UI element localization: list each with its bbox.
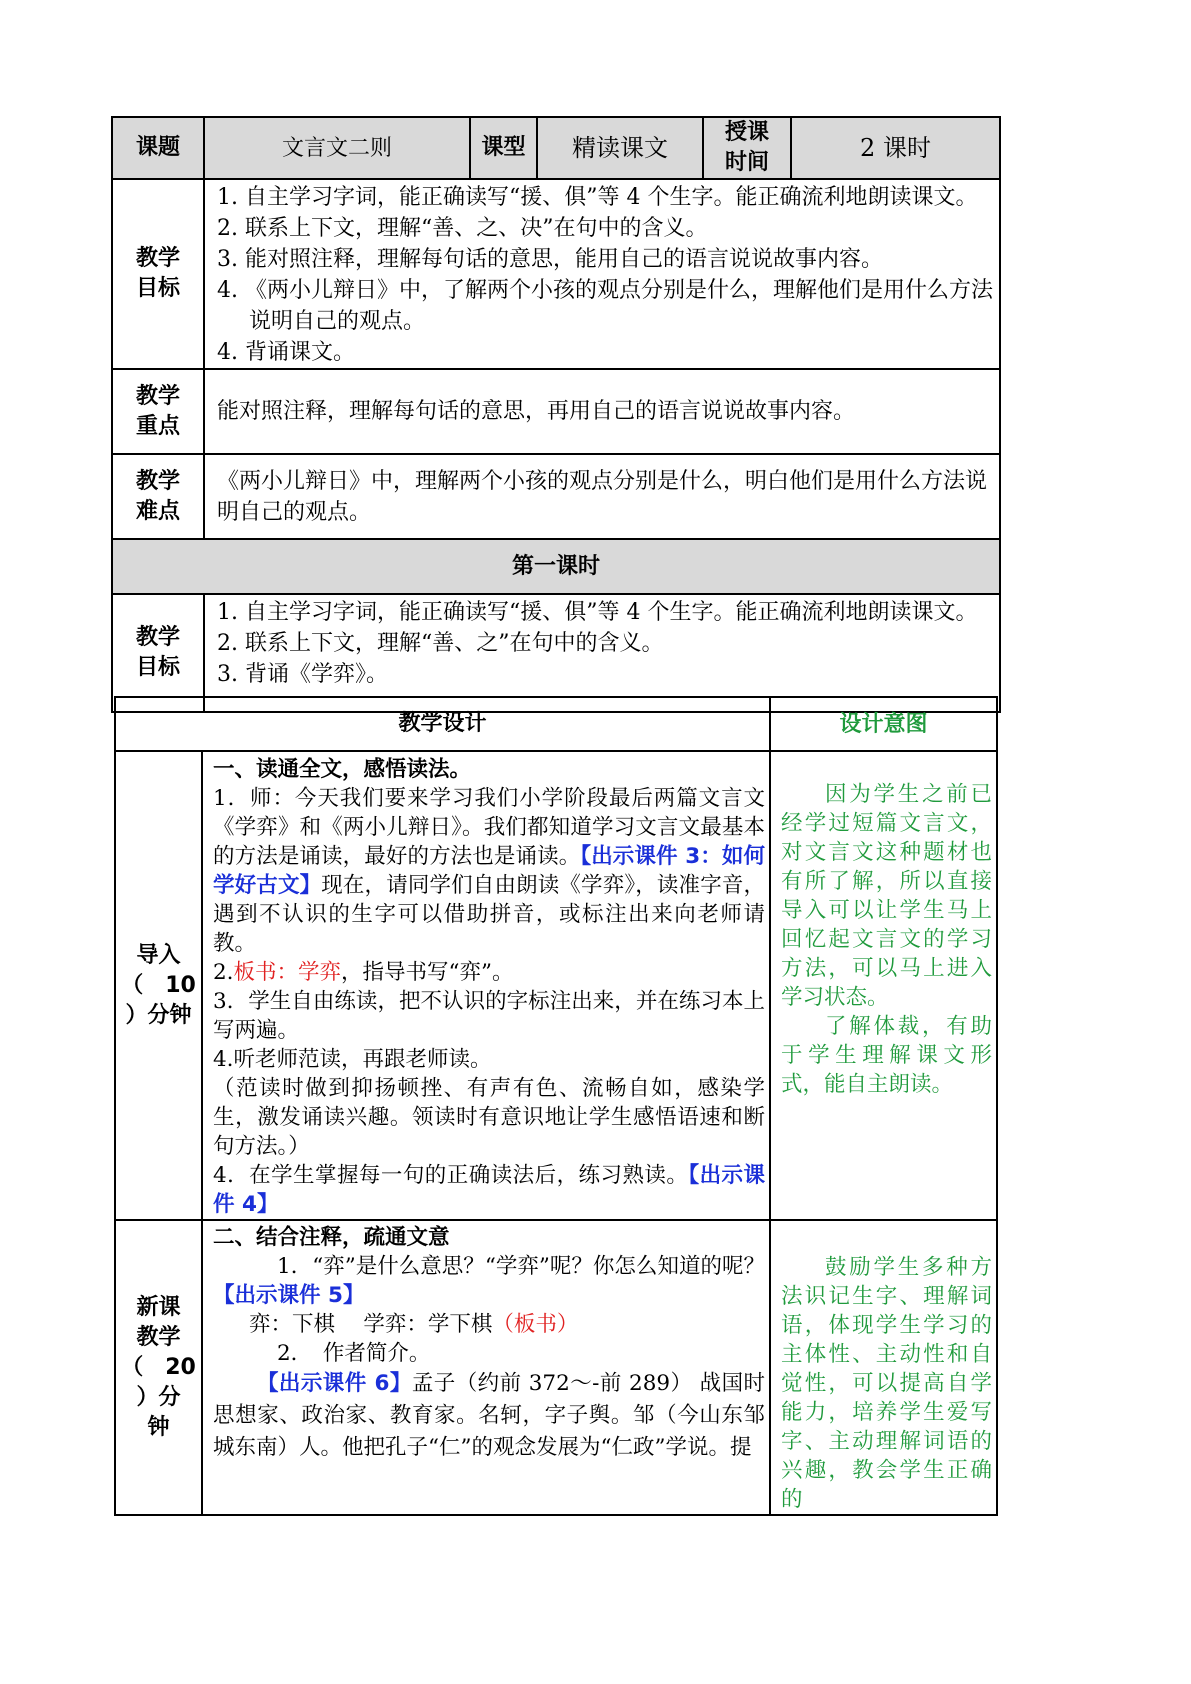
new-lesson-paragraph: 弈：下棋 学弈：学下棋（板书）	[249, 1312, 579, 1337]
design-header-main: 教学设计	[115, 697, 770, 751]
intro-intent: 因为学生之前已经学过短篇文言文，对文言文这种题材也有所了解，所以直接导入可以让学生马上回忆起文言文的学习方法，可以马上进入学习状态。 了解体裁，有助于学生理解课文形式，能自主朗读。	[770, 751, 997, 1220]
intro-paragraph: 4.听老师范读，再跟老师读。	[213, 1047, 492, 1072]
new-lesson-paragraph: 【出示课件 6】孟子（约前 372～-前 289） 战国时思想家、政治家、教育家。名轲，字子舆。邹（今山东邹城东南）人。他把孔子“仁”的观念发展为“仁政”学说。提	[213, 1371, 766, 1460]
difficulties-text: 《两小儿辩日》中，理解两个小孩的观点分别是什么，明白他们是用什么方法说 明自己的观点。	[204, 454, 1000, 539]
time-label: 授课 时间	[703, 117, 791, 179]
new-lesson-heading: 二、结合注释，疏通文意	[213, 1225, 450, 1250]
intro-paragraph: 4．在学生掌握每一句的正确读法后，练习熟读。【出示课件 4】	[213, 1163, 765, 1217]
blackboard-note: （板书）	[492, 1312, 579, 1337]
intro-paragraph: （范读时做到抑扬顿挫、有声有色、流畅自如，感染学生，激发诵读兴趣。领读时有意识地让学生感悟语速和断句方法。）	[213, 1076, 766, 1159]
intro-paragraph: 2.板书：学弈，指导书写“弈”。	[213, 960, 514, 985]
topic-value: 文言文二则	[204, 117, 470, 179]
lesson1-goals-content	[204, 594, 1000, 712]
difficulties-row	[112, 454, 1000, 539]
teaching-design-table	[114, 696, 998, 1516]
header-row	[112, 117, 1000, 179]
goal-item: 1. 自主学习字词，能正确读写“援、俱”等 4 个生字。能正确流利地朗读课文。	[217, 185, 978, 210]
new-lesson-intent: 鼓励学生多种方法识记生字、理解词语，体现学生学习的主体性、主动性和自觉性，可以提高自学能力，培养学生爱写字、主动理解词语的兴趣，教会学生正确的	[770, 1220, 997, 1515]
type-value: 精读课文	[537, 117, 703, 179]
lesson1-goal-item: 1. 自主学习字词，能正确读写“援、俱”等 4 个生字。能正确流利地朗读课文。	[217, 600, 978, 625]
new-lesson-row	[115, 1220, 997, 1515]
topic-label: 课题	[112, 117, 204, 179]
courseware-6-link: 【出示课件 6】	[257, 1371, 412, 1396]
courseware-3-link: 【出示课件 3：如何学好古文】	[213, 844, 766, 898]
lesson1-title: 第一课时	[112, 539, 1000, 594]
lesson1-goal-item: 3. 背诵《学弈》。	[217, 662, 388, 687]
intro-row	[115, 751, 997, 1220]
design-header-row	[115, 697, 997, 751]
lesson1-goals-label: 教学 目标	[112, 594, 204, 712]
goal-item: 2. 联系上下文，理解“善、之、决”在句中的含义。	[217, 216, 708, 241]
time-value: 2 课时	[791, 117, 1000, 179]
goals-label: 教学 目标	[112, 179, 204, 369]
type-label: 课型	[470, 117, 537, 179]
difficulties-label: 教学 难点	[112, 454, 204, 539]
lesson1-title-row	[112, 539, 1000, 594]
lesson1-goals-row	[112, 594, 1000, 712]
key-points-label: 教学 重点	[112, 369, 204, 454]
new-lesson-paragraph: 1．“弈”是什么意思？“学弈”呢？你怎么知道的呢？【出示课件 5】	[213, 1254, 766, 1308]
intro-paragraph: 3．学生自由练读，把不认识的字标注出来，并在练习本上写两遍。	[213, 989, 766, 1043]
key-points-row	[112, 369, 1000, 454]
goal-item: 4. 《两小儿辩日》中，了解两个小孩的观点分别是什么，理解他们是用什么方法	[217, 278, 993, 303]
goal-item: 4. 背诵课文。	[217, 340, 355, 365]
lesson-plan-top-table	[111, 116, 1001, 713]
intro-label: 导入 （ 10 ）分钟	[115, 751, 202, 1220]
new-lesson-label: 新课 教学 （ 20 ）分 钟	[115, 1220, 202, 1515]
courseware-5-link: 【出示课件 5】	[213, 1283, 365, 1308]
goal-item: 3. 能对照注释，理解每句话的意思，能用自己的语言说说故事内容。	[217, 247, 883, 272]
design-header-intent: 设计意图	[770, 697, 997, 751]
intro-heading: 一、读通全文，感悟读法。	[213, 757, 472, 782]
courseware-4-link: 【出示课件 4】	[213, 1163, 765, 1217]
goals-row	[112, 179, 1000, 369]
goal-item: 说明自己的观点。	[249, 309, 426, 334]
new-lesson-content	[202, 1220, 770, 1515]
lesson1-goal-item: 2. 联系上下文，理解“善、之”在句中的含义。	[217, 631, 664, 656]
new-lesson-paragraph: 2． 作者简介。	[277, 1341, 431, 1366]
intro-content	[202, 751, 770, 1220]
key-points-text: 能对照注释，理解每句话的意思，再用自己的语言说说故事内容。	[204, 369, 1000, 454]
intro-paragraph: 1．师：今天我们要来学习我们小学阶段最后两篇文言文《学弈》和《两小儿辩日》。我们都知道学习文言文最基本的方法是诵读，最好的方法也是诵读。【出示课件 3：如何学好古文】现在，请同学们自由朗读《学弈》，读准字音，遇到不认识的生字可以借助拼音，或标注出来向老师请教。	[213, 786, 766, 956]
blackboard-note: 板书：学弈	[233, 960, 342, 985]
goals-content	[204, 179, 1000, 369]
